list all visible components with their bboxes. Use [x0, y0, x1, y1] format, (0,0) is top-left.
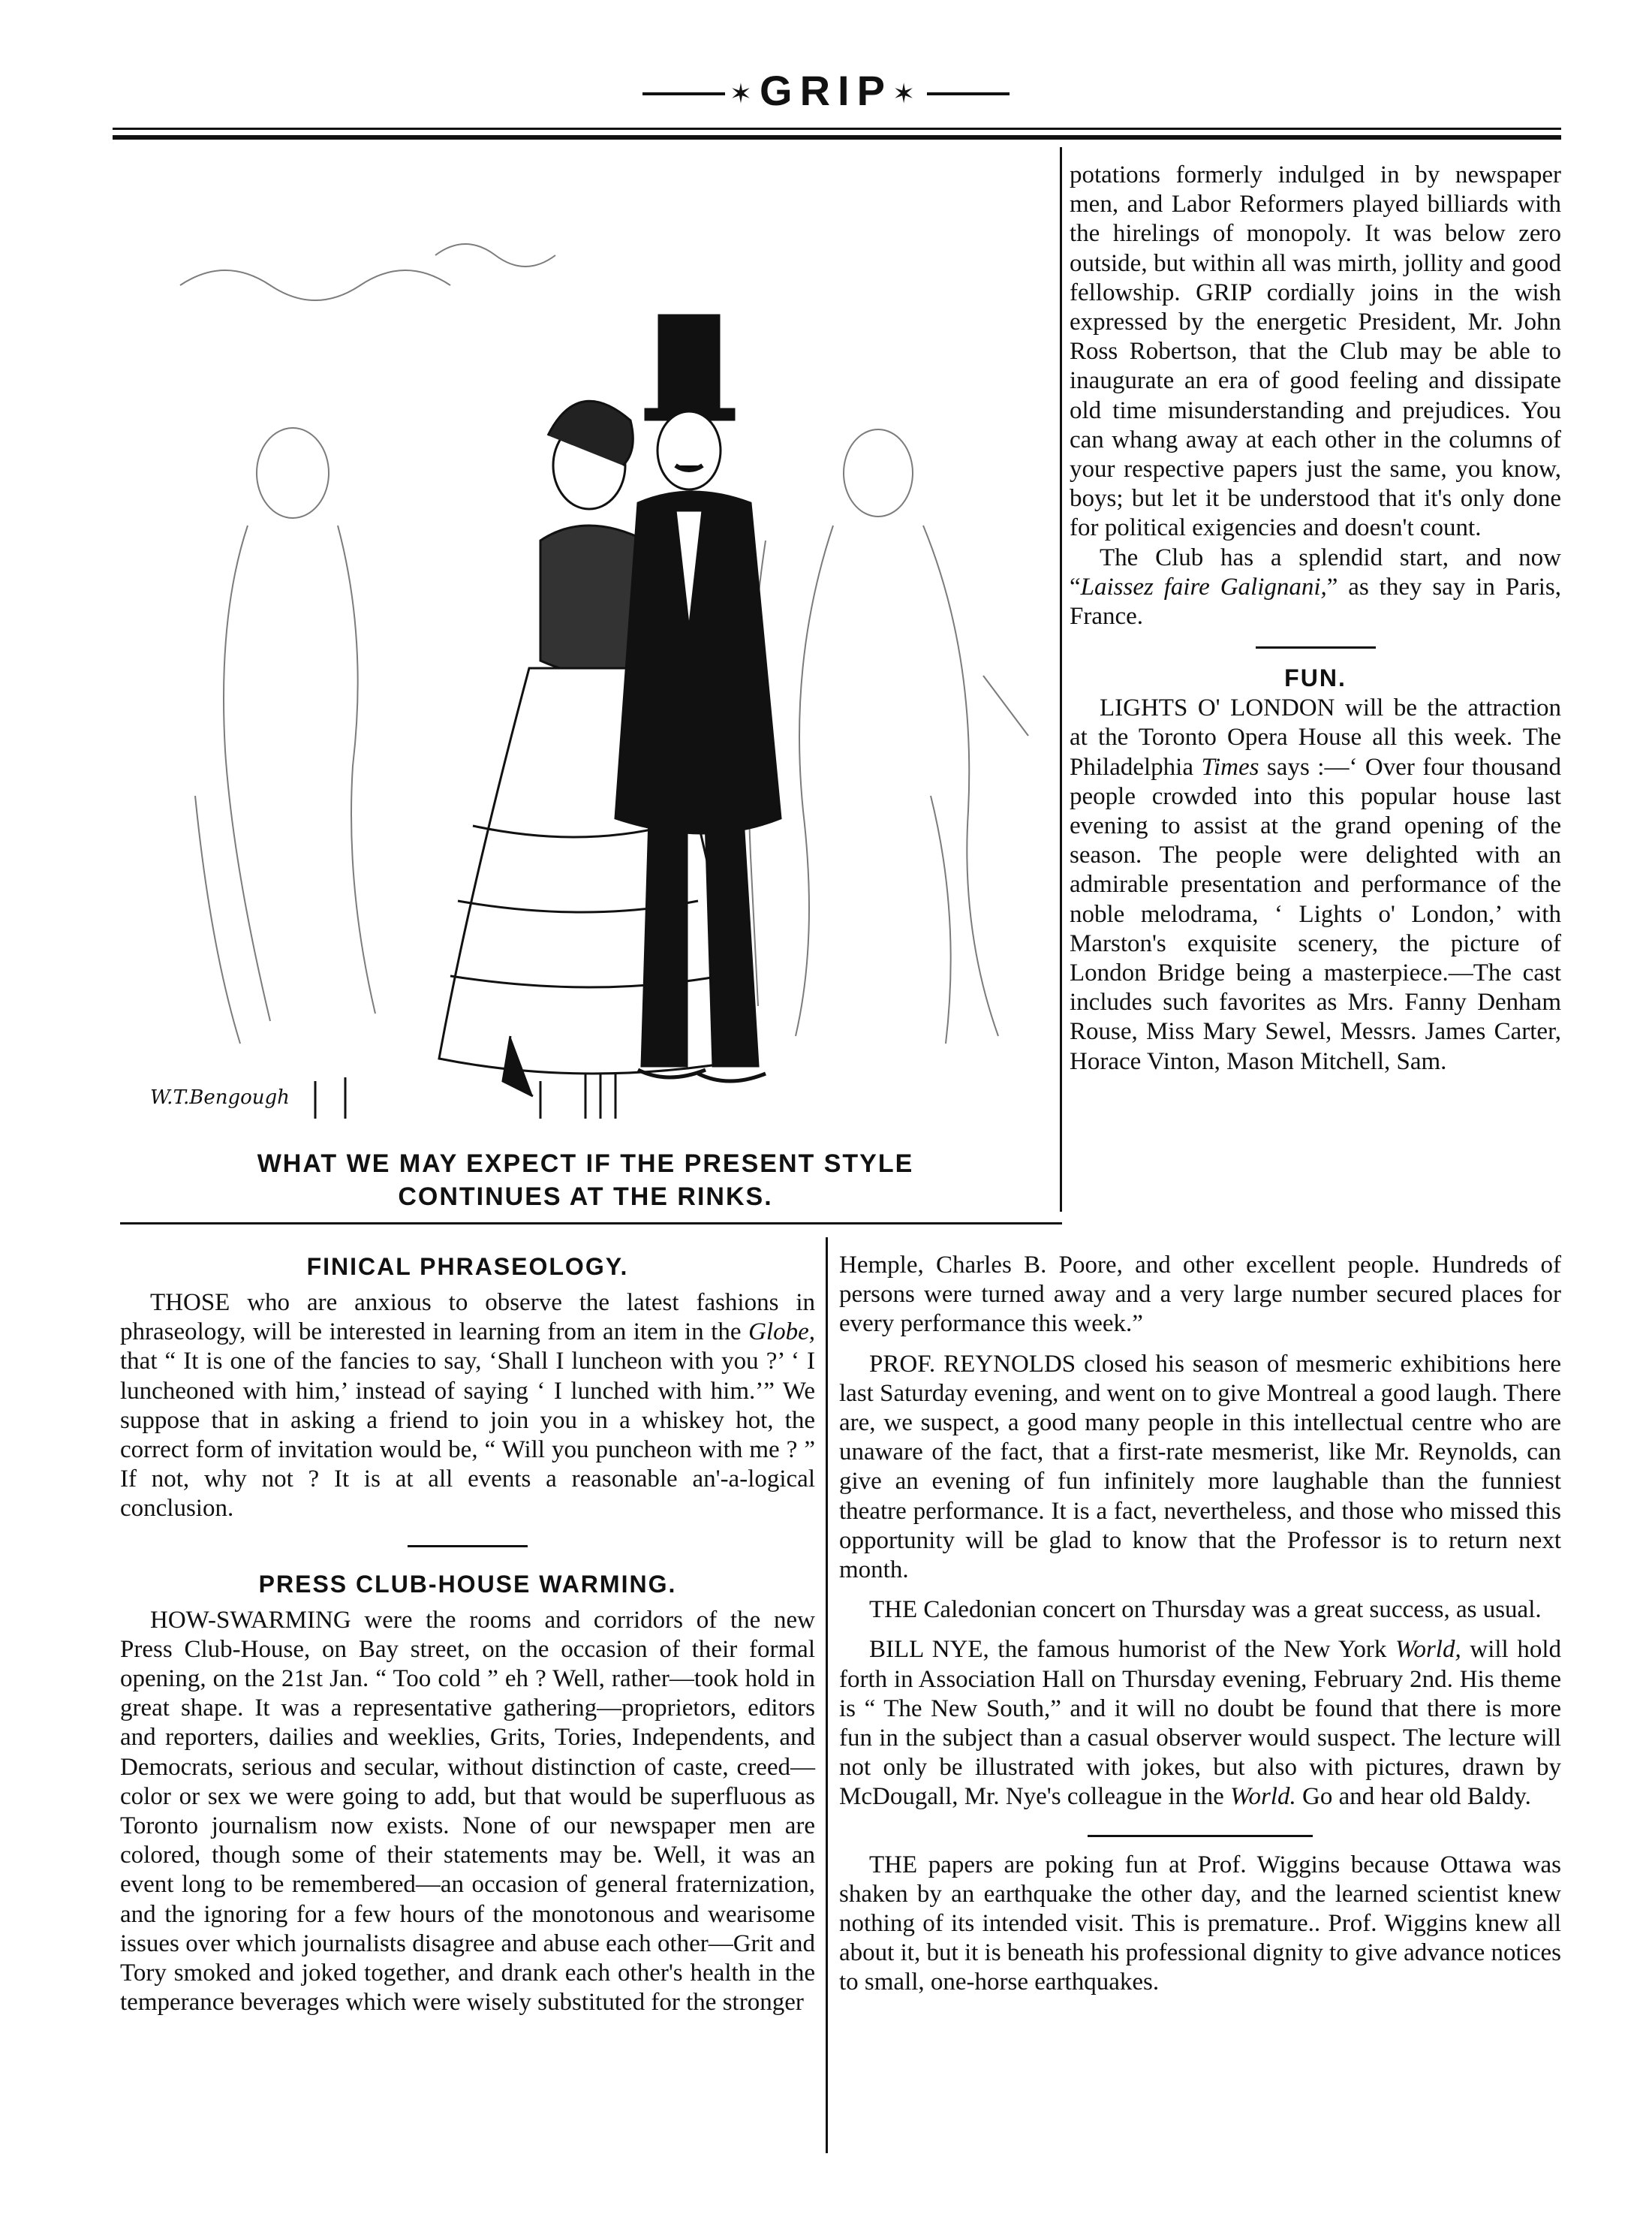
nye-italic-2: World. [1230, 1783, 1296, 1811]
nye-text-1: the famous humorist of the New York [988, 1636, 1395, 1664]
wiggins-lead: THE [869, 1851, 918, 1878]
cartoon-illustration [120, 150, 1051, 1141]
caledonian-lead: THE [869, 1596, 918, 1624]
nye-lead: BILL NYE, [869, 1636, 989, 1664]
right-top-column [1070, 161, 1561, 1077]
section-rule [1256, 646, 1376, 649]
star-icon: ✶ [892, 78, 923, 110]
fun-italic: Times [1201, 753, 1259, 781]
galignani-paragraph [1070, 544, 1561, 632]
wiggins-text: papers are poking fun at Prof. Wiggins because Ottawa was shaken by an earthquake the other day, and the learned scientist knew nothing of its intended visit. This is premature.. Prof. Wiggins knew all about it, but it is beneath his professional dignity to give advance notices to small, one-horse earthquakes. [839, 1851, 1561, 1996]
fun-text-2: says :—‘ Over four thousand people crowded into this popular house last evening to assist at the grand opening of the season. The people were delighted with an admirable presentation and performance of the noble melodrama, ‘ Lights o' London,’ with Marston's exquisite scenery, the picture of London Bridge being a masterpiece.—The cast includes such favorites as Mrs. Fanny Denham Rouse, Miss Mary Sewel, Messrs. James Carter, Horace Vinton, Mason Mitchell, Sam. [1070, 753, 1561, 1075]
masthead-rule-right [927, 92, 1010, 95]
fun-heading: FUN. [1284, 664, 1347, 692]
caledonian-text: Caledonian concert on Thursday was a great success, as usual. [917, 1596, 1542, 1624]
caption-line-1: WHAT WE MAY EXPECT IF THE PRESENT STYLE [257, 1149, 914, 1178]
finical-text-1: who are anxious to observe the latest fashions in phraseology, will be interested in learning from an item in the [120, 1289, 815, 1346]
press-paragraph [120, 1606, 815, 2018]
galignani-text-start: The Club has a splendid start, and now “ [1070, 544, 1561, 601]
illustration-bottom-rule [120, 1222, 1062, 1224]
galignani-text-end: ” as they say in Paris, France. [1070, 573, 1561, 631]
star-icon: ✶ [729, 78, 760, 110]
masthead [0, 66, 1652, 115]
press-text: were the rooms and corridors of the new Press Club-House, on Bay street, on the occasion of their formal opening, on the 21st Jan. “ Too cold ” eh ? Well, rather—took hold in great shape. It was a representative gathering—proprietors, editors and reporters, dailies and weeklies, Grits, Tories, Independents, and Democrats, serious and secular, without distinction of caste, creed—color or sex we were going to add, but that would be superfluous as Toronto journalism now exists. None of our newspaper men are colored, though some of their statements may be. Well, it was an event long to be remembered—an occasion of general fraternization, and the ignoring for a few hours of the monotonous and wearisome issues over which journalists disagree and abuse each other—Grit and Tory smoked and joked together, and drank each other's health in the temperance beverages which were wisely substituted for the stronger [120, 1606, 815, 2017]
nye-text-2: will hold forth in Association Hall on Thursday evening, February 2nd. His theme is “ The New South,” and it will no doubt be found that there is more fun in the subject than a casual observer would suspect. The lecture will not only be illustrated with jokes, but also with pictures, drawn by McDougall, Mr. Nye's colleague in the [839, 1636, 1561, 1811]
finical-heading: FINICAL PHRASEOLOGY. [306, 1253, 629, 1280]
finical-text-2: that “ It is one of the fancies to say, ‘Shall I luncheon with you ?’ ‘ I luncheoned with him,’ instead of saying ‘ I lunched with him.’” We suppose that in asking a friend to join you in a whiskey hot, the correct form of invitation would be, “ Will you puncheon with me ? ” If not, why not ? It is at all events a reasonable an'-a-logical conclusion. [120, 1348, 815, 1523]
reynolds-text: closed his season of mesmeric exhibitions here last Saturday evening, and went on to give Montreal a good laugh. There are, we suspect, a good many people in this intellectual centre who are unaware of the fact, that a first-rate mesmerist, like Mr. Reynolds, can give an evening of fun infinitely more laughable than the funniest theatre performance. It is a fact, nevertheless, and those who missed this opportunity will be glad to know that the Professor is to return next month. [839, 1350, 1561, 1584]
illustration-caption [120, 1147, 1051, 1213]
wiggins-paragraph [839, 1851, 1561, 1998]
caledonian-paragraph [839, 1595, 1561, 1625]
column-divider [826, 1237, 828, 2153]
press-lead: HOW-SWARMING [150, 1606, 351, 1634]
section-rule [1088, 1835, 1313, 1837]
galignani-italic: Laissez faire Galignani, [1080, 573, 1327, 601]
finical-lead: THOSE [150, 1289, 230, 1316]
caption-line-2: CONTINUES AT THE RINKS. [398, 1182, 773, 1211]
masthead-title: GRIP [760, 67, 892, 114]
nye-italic-1: World, [1395, 1636, 1461, 1664]
nye-paragraph [839, 1635, 1561, 1812]
fun-continued: Hemple, Charles B. Poore, and other excellent people. Hundreds of persons were turned away and a very large number secured places for every performance this week.” [839, 1252, 1561, 1338]
fun-lead: LIGHTS O' LONDON [1100, 694, 1335, 722]
left-column [120, 1251, 815, 2017]
press-heading: PRESS CLUB-HOUSE WARMING. [258, 1570, 677, 1598]
reynolds-paragraph [839, 1350, 1561, 1586]
illustration-box-rule [1060, 147, 1062, 1212]
section-rule [408, 1545, 528, 1547]
reynolds-lead: PROF. REYNOLDS [869, 1350, 1076, 1378]
header-rule [113, 128, 1561, 130]
finical-paragraph [120, 1288, 815, 1524]
press-club-continued: potations formerly indulged in by newspaper men, and Labor Reformers played billiards with the hirelings of monopoly. It was below zero outside, but within all was mirth, jollity and good fellowship. GRIP cordially joins in the wish expressed by the energetic President, Mr. John Ross Robertson, that the Club may be able to inaugurate an era of good feeling and dissipate old time misunderstanding and prejudices. You can whang away at each other in the columns of your respective papers just the same, you know, boys; but let it be understood that it's only done for political exigencies and doesn't count. [1070, 161, 1561, 542]
masthead-rule-left [642, 92, 725, 95]
nye-text-3: Go and hear old Baldy. [1295, 1783, 1531, 1811]
fun-text-1: will be the attraction at the Toronto Opera House all this week. The Philadelphia [1070, 694, 1562, 781]
right-wide-column [839, 1251, 1561, 1998]
artist-signature: W.T.Bengough [150, 1086, 290, 1109]
finical-italic: Globe, [748, 1318, 815, 1346]
fun-paragraph [1070, 694, 1561, 1077]
header-rule-thick [113, 135, 1561, 140]
